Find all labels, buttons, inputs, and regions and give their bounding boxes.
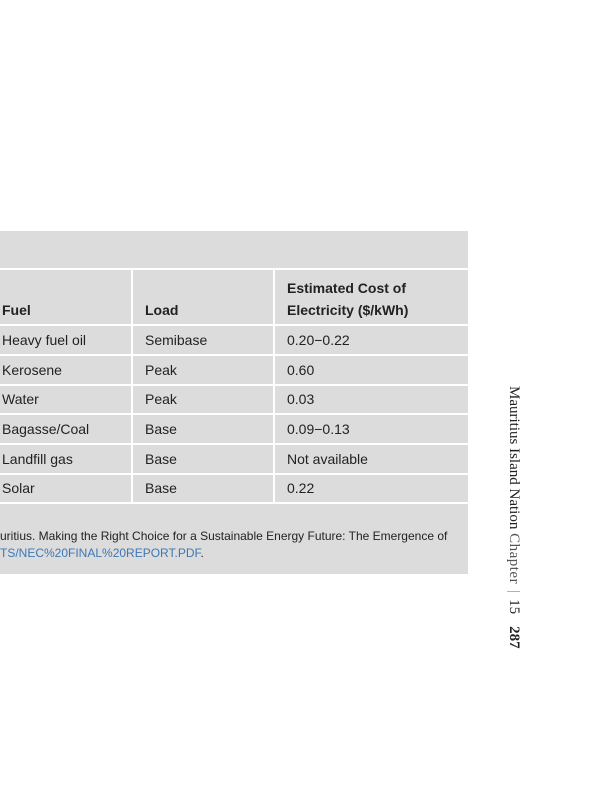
running-head-chapter-number: 15 xyxy=(506,599,522,615)
cell-load: Peak xyxy=(145,362,177,378)
row-divider xyxy=(0,443,468,445)
row-divider xyxy=(0,354,468,356)
header-cost-line2: Electricity ($/kWh) xyxy=(287,302,409,318)
energy-cost-table xyxy=(0,231,468,574)
header-divider xyxy=(0,324,468,326)
running-head-chapter: Chapter xyxy=(506,533,522,585)
running-head xyxy=(496,386,526,706)
table-caption-band xyxy=(0,231,468,268)
cell-cost: 0.22 xyxy=(287,480,315,496)
row-divider xyxy=(0,473,468,475)
cell-fuel: Bagasse/Coal xyxy=(2,421,90,437)
cell-load: Base xyxy=(145,480,177,496)
cell-fuel: Kerosene xyxy=(2,362,62,378)
running-head-separator: | xyxy=(506,590,522,594)
row-divider xyxy=(0,384,468,386)
cell-load: Base xyxy=(145,421,177,437)
running-head-text xyxy=(504,386,524,649)
cell-load: Base xyxy=(145,451,177,467)
cell-load: Peak xyxy=(145,391,177,407)
table-bottom-divider xyxy=(0,502,468,504)
cell-load: Semibase xyxy=(145,332,208,348)
table-footnote xyxy=(0,528,468,562)
header-cost-line1: Estimated Cost of xyxy=(287,280,407,296)
caption-divider xyxy=(0,268,468,270)
row-divider xyxy=(0,413,468,415)
header-load: Load xyxy=(145,302,179,318)
page-number: 287 xyxy=(506,626,522,649)
footnote-link[interactable]: TS/NEC%20FINAL%20REPORT.PDF xyxy=(0,546,201,560)
footnote-period: . xyxy=(200,546,204,560)
footnote-line-1: uritius. Making the Right Choice for a Sustainable Energy Future: The Emergence of xyxy=(0,529,448,543)
cell-fuel: Heavy fuel oil xyxy=(2,332,87,348)
cell-cost: Not available xyxy=(287,451,368,467)
running-head-title: Mauritius Island Nation xyxy=(506,386,522,530)
cell-fuel: Landfill gas xyxy=(2,451,73,467)
cell-cost: 0.03 xyxy=(287,391,315,407)
column-divider-fuel-load xyxy=(131,270,133,503)
cell-fuel: Water xyxy=(2,391,39,407)
cell-cost: 0.20−0.22 xyxy=(287,332,350,348)
cell-fuel: Solar xyxy=(2,480,35,496)
cell-cost: 0.09−0.13 xyxy=(287,421,350,437)
header-fuel: Fuel xyxy=(2,302,31,318)
cell-cost: 0.60 xyxy=(287,362,315,378)
column-divider-load-cost xyxy=(273,270,275,503)
footnote-line-2 xyxy=(0,545,468,562)
